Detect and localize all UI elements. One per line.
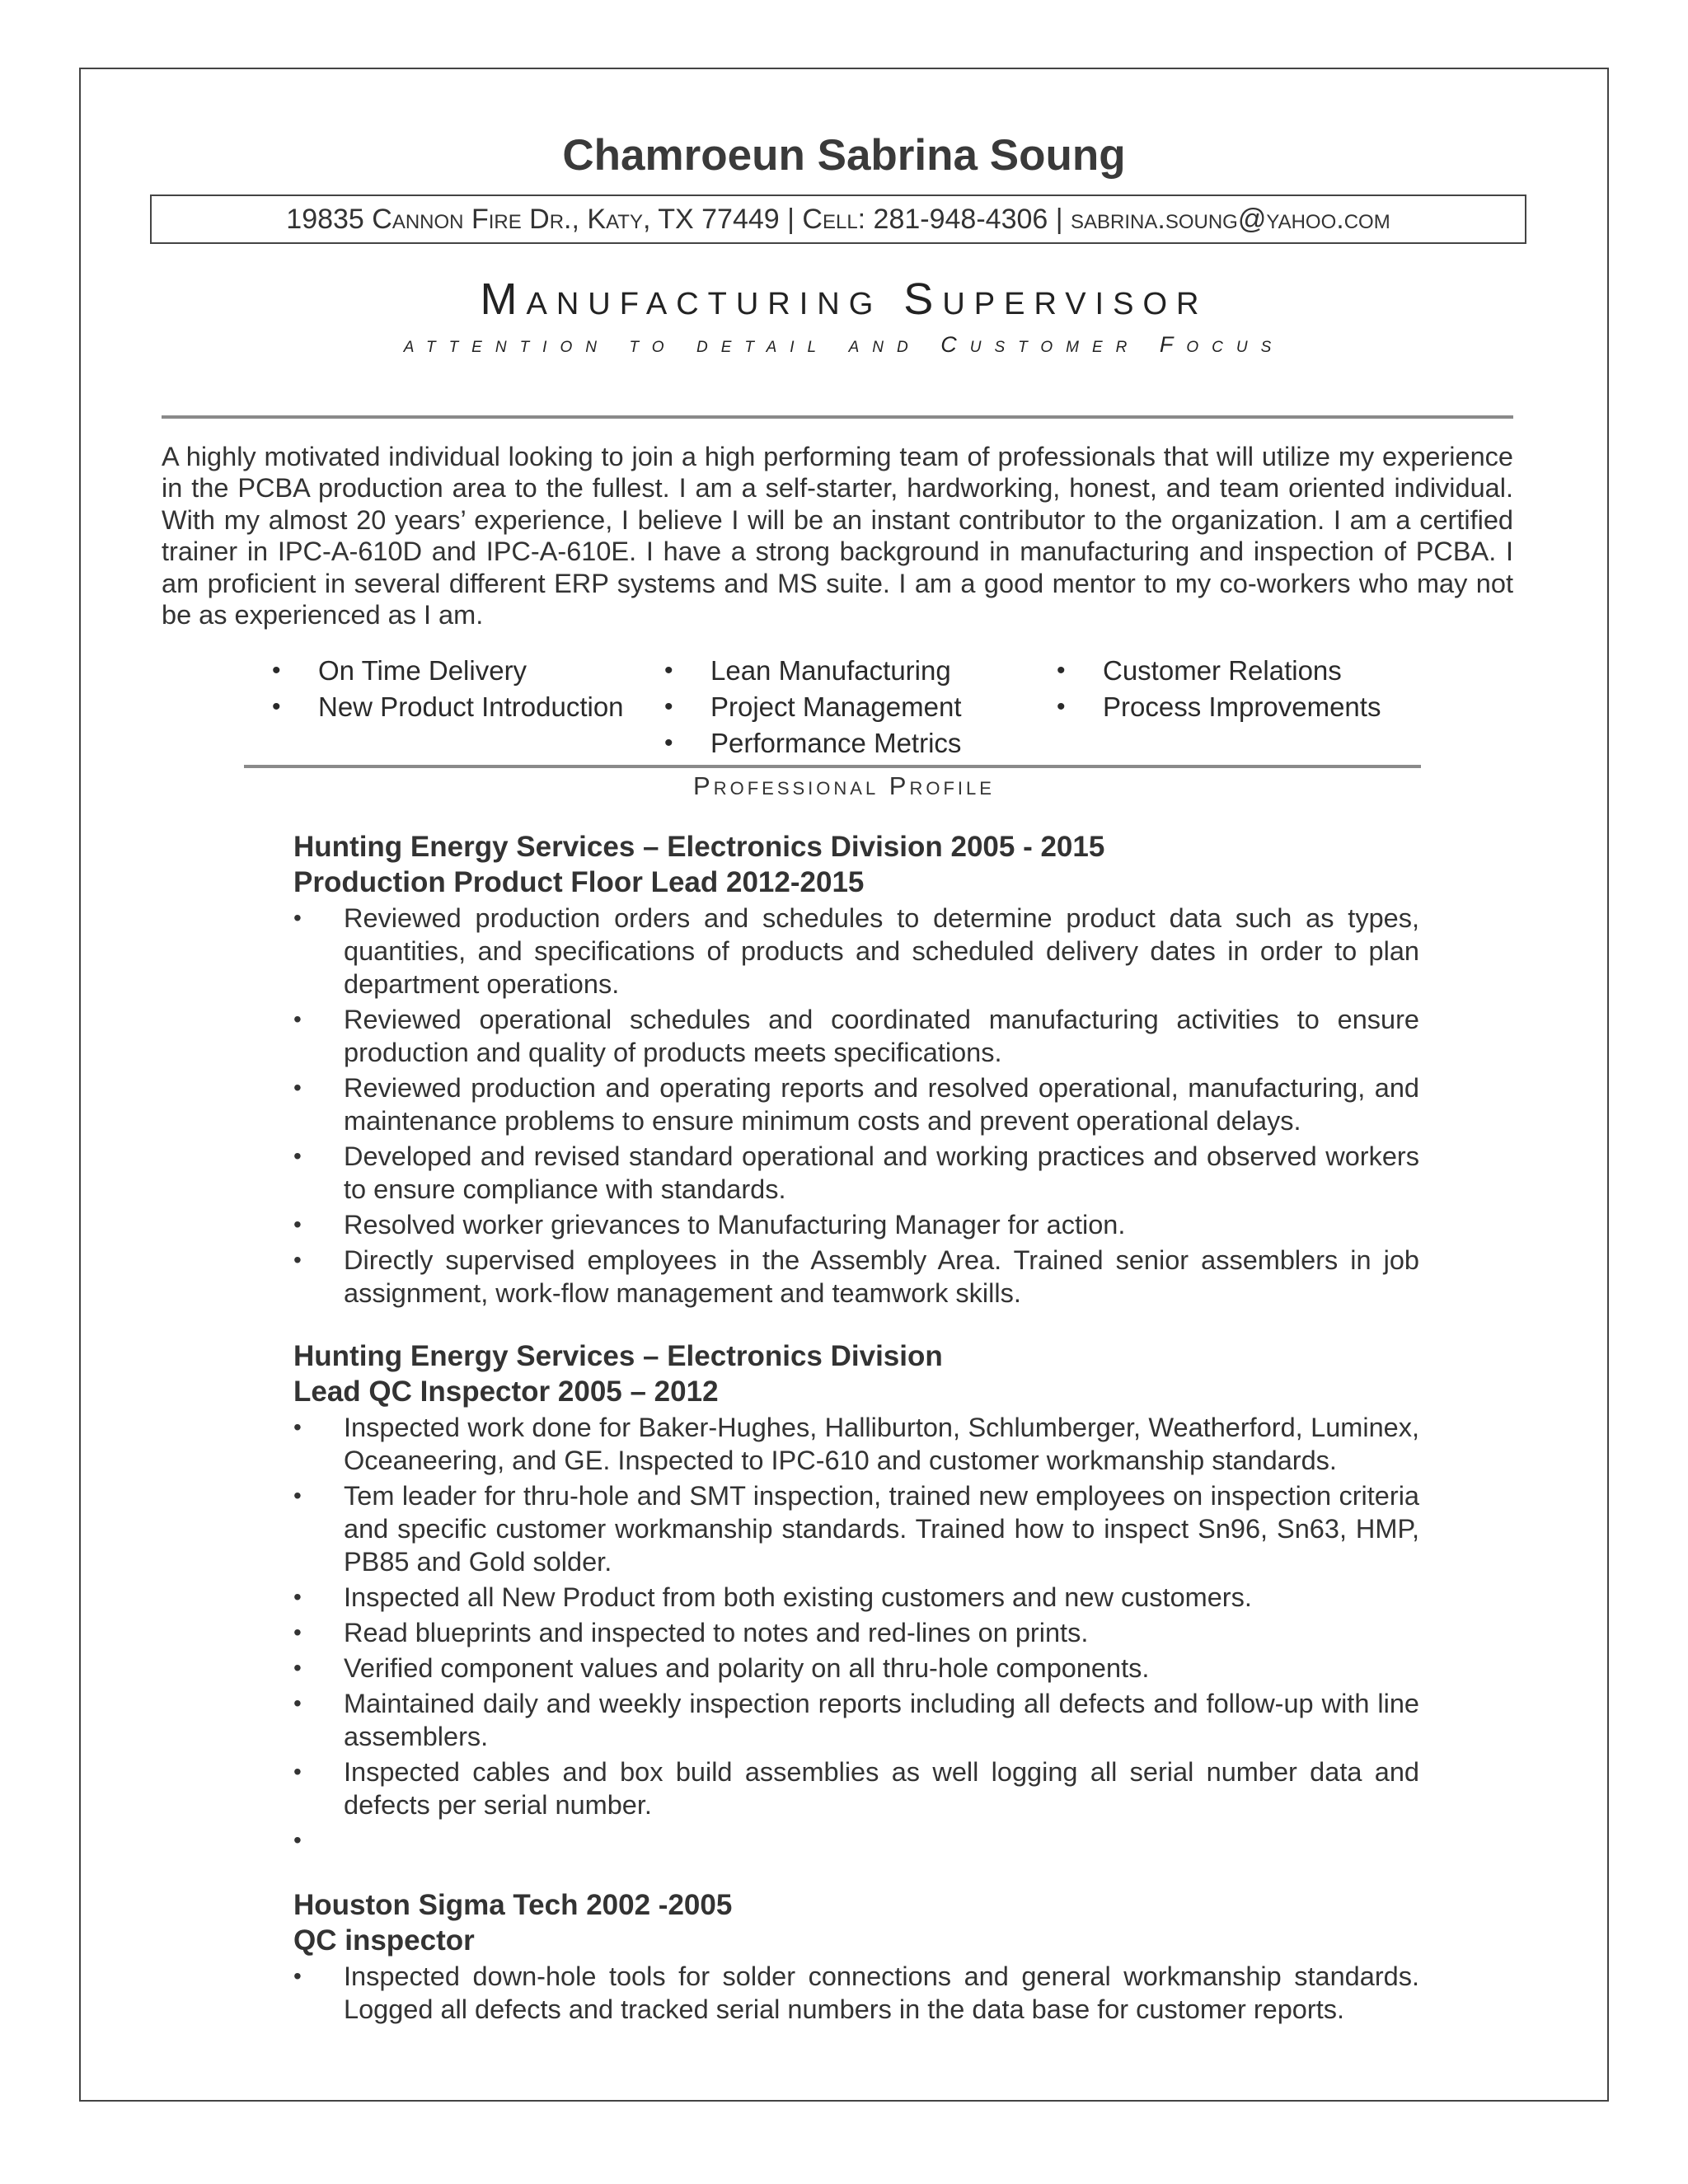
skills-column-2: [659, 653, 1071, 762]
bullet-icon: •: [664, 729, 673, 757]
job-entry: [293, 1887, 1419, 2028]
bullet-icon: •: [293, 1247, 302, 1272]
bullet-icon: •: [664, 693, 673, 720]
bullet-icon: •: [1057, 693, 1066, 720]
divider: [244, 765, 1421, 768]
list-item: [293, 1824, 1419, 1857]
duties-list: [293, 1411, 1419, 1857]
list-item: • Tem leader for thru-hole and SMT inspection, trained new employees on inspection criteria and specific customer workmanship standards. Trained how to inspect Sn96, Sn63, HMP, PB85 and Gold solder.: [293, 1481, 1419, 1577]
bullet-icon: •: [293, 1827, 302, 1853]
divider: [162, 415, 1513, 419]
skill-item: • Process Improvements: [1052, 689, 1464, 725]
list-item: • Read blueprints and inspected to notes and red-lines on prints.: [293, 1618, 1089, 1647]
skill-item: • Lean Manufacturing: [659, 653, 1071, 689]
job-entry: [293, 1338, 1419, 1859]
skills-column-3: [1052, 653, 1464, 725]
bullet-icon: •: [293, 1212, 302, 1237]
target-job-title: Manufacturing Supervisor: [480, 274, 1208, 324]
skill-item: • Project Management: [659, 689, 1071, 725]
bullet-icon: •: [293, 1619, 302, 1645]
bullet-icon: •: [272, 657, 281, 684]
bullet-icon: •: [293, 1690, 302, 1716]
bullet-icon: •: [1057, 657, 1066, 684]
bullet-icon: •: [293, 905, 302, 930]
bullet-icon: •: [293, 1143, 302, 1169]
bullet-icon: •: [293, 1759, 302, 1784]
skill-item: • Performance Metrics: [659, 725, 1071, 762]
skill-item: • On Time Delivery: [267, 653, 679, 689]
bullet-icon: •: [664, 657, 673, 684]
list-item: • Reviewed operational schedules and coordinated manufacturing activities to ensure production and quality of products meets specifications.: [293, 1005, 1419, 1067]
list-item: • Inspected cables and box build assemblies as well logging all serial number data and defects per serial number.: [293, 1757, 1419, 1820]
duties-list: [293, 1960, 1419, 2026]
list-item: • Directly supervised employees in the Assembly Area. Trained senior assemblers in job assignment, work-flow management and teamwork skills.: [293, 1245, 1419, 1308]
bullet-icon: •: [272, 693, 281, 720]
contact-line: 19835 Cannon Fire Dr., Katy, TX 77449 | Cell: 281-948-4306 | sabrina.soung@yahoo.com: [150, 194, 1526, 244]
role-heading: QC inspector: [293, 1924, 475, 1957]
bullet-icon: •: [293, 1006, 302, 1032]
bullet-icon: •: [293, 1584, 302, 1610]
role-heading: Production Product Floor Lead 2012-2015: [293, 866, 865, 898]
company-heading: Hunting Energy Services – Electronics Division 2005 - 2015: [293, 831, 1105, 863]
role-heading: Lead QC Inspector 2005 – 2012: [293, 1376, 719, 1408]
list-item: • Verified component values and polarity on all thru-hole components.: [293, 1653, 1150, 1683]
company-heading: Houston Sigma Tech 2002 -2005: [293, 1889, 733, 1921]
job-entry: [293, 829, 1419, 1312]
list-item: • Maintained daily and weekly inspection reports including all defects and follow-up with line assemblers.: [293, 1689, 1419, 1751]
summary-paragraph: A highly motivated individual looking to join a high performing team of professionals that will utilize my experience in the PCBA production area to the fullest. I am a self-starter, hardworking, honest, and team oriented individual. With my almost 20 years’ experience, I believe I will be an instant contributor to the organization. I am a certified trainer in IPC-A-610D and IPC-A-610E. I have a strong background in manufacturing and inspection of PCBA. I am proficient in several different ERP systems and MS suite. I am a good mentor to my co-workers who may not be as experienced as I am.: [162, 442, 1513, 630]
list-item: • Reviewed production and operating reports and resolved operational, manufacturing, and maintenance problems to ensure minimum costs and prevent operational delays.: [293, 1073, 1419, 1136]
bullet-icon: •: [293, 1483, 302, 1508]
section-heading: Professional Profile: [693, 771, 995, 800]
list-item: • Inspected down-hole tools for solder connections and general workmanship standards. Logged all defects and tracked serial numbers in the data base for customer reports.: [293, 1961, 1419, 2024]
skills-column-1: [267, 653, 679, 725]
bullet-icon: •: [293, 1963, 302, 1989]
skill-item: • New Product Introduction: [267, 689, 679, 725]
list-item: • Reviewed production orders and schedules to determine product data such as types, quantities, and specifications of products and scheduled delivery dates in order to plan department operations.: [293, 903, 1419, 999]
duties-list: [293, 902, 1419, 1310]
list-item: • Inspected work done for Baker-Hughes, Halliburton, Schlumberger, Weatherford, Luminex, Oceaneering, and GE. Inspected to IPC-610 and customer workmanship standards.: [293, 1413, 1419, 1475]
bullet-icon: •: [293, 1655, 302, 1680]
bullet-icon: •: [293, 1414, 302, 1440]
candidate-name: Chamroeun Sabrina Soung: [562, 131, 1126, 180]
bullet-icon: •: [293, 1075, 302, 1100]
skill-item: • Customer Relations: [1052, 653, 1464, 689]
tagline: attention to detail and Customer Focus: [403, 332, 1285, 357]
list-item: • Resolved worker grievances to Manufacturing Manager for action.: [293, 1210, 1126, 1240]
company-heading: Hunting Energy Services – Electronics Division: [293, 1340, 943, 1372]
list-item: • Inspected all New Product from both existing customers and new customers.: [293, 1582, 1252, 1612]
list-item: • Developed and revised standard operational and working practices and observed workers to ensure compliance with standards.: [293, 1141, 1419, 1204]
